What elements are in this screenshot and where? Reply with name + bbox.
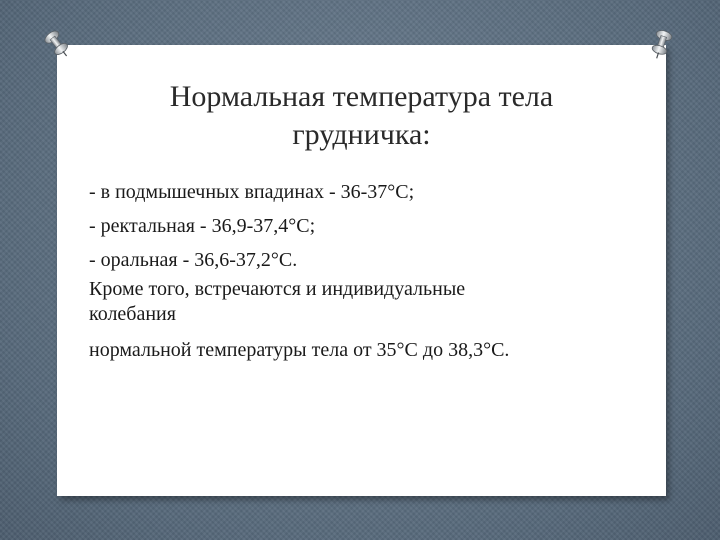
body-line-note-cont: колебания bbox=[89, 303, 176, 325]
body-line-oral: - оральная - 36,6-37,2°С. bbox=[89, 249, 298, 271]
pushpin-icon bbox=[648, 28, 674, 62]
title-line: Нормальная температура тела bbox=[169, 80, 554, 113]
body-line-note: Кроме того, встречаются и индивидуальные bbox=[89, 278, 466, 300]
slide-title bbox=[57, 78, 666, 154]
body-line-axillary: - в подмышечных впадинах - 36-37°С; bbox=[89, 181, 415, 203]
body-line-range: нормальной температуры тела от 35°С до 38,3°С. bbox=[89, 339, 510, 361]
body-line-rectal: - ректальная - 36,9-37,4°С; bbox=[89, 215, 316, 237]
title-line: грудничка: bbox=[292, 118, 431, 151]
slide-card bbox=[57, 45, 666, 496]
slide-body bbox=[89, 175, 649, 367]
